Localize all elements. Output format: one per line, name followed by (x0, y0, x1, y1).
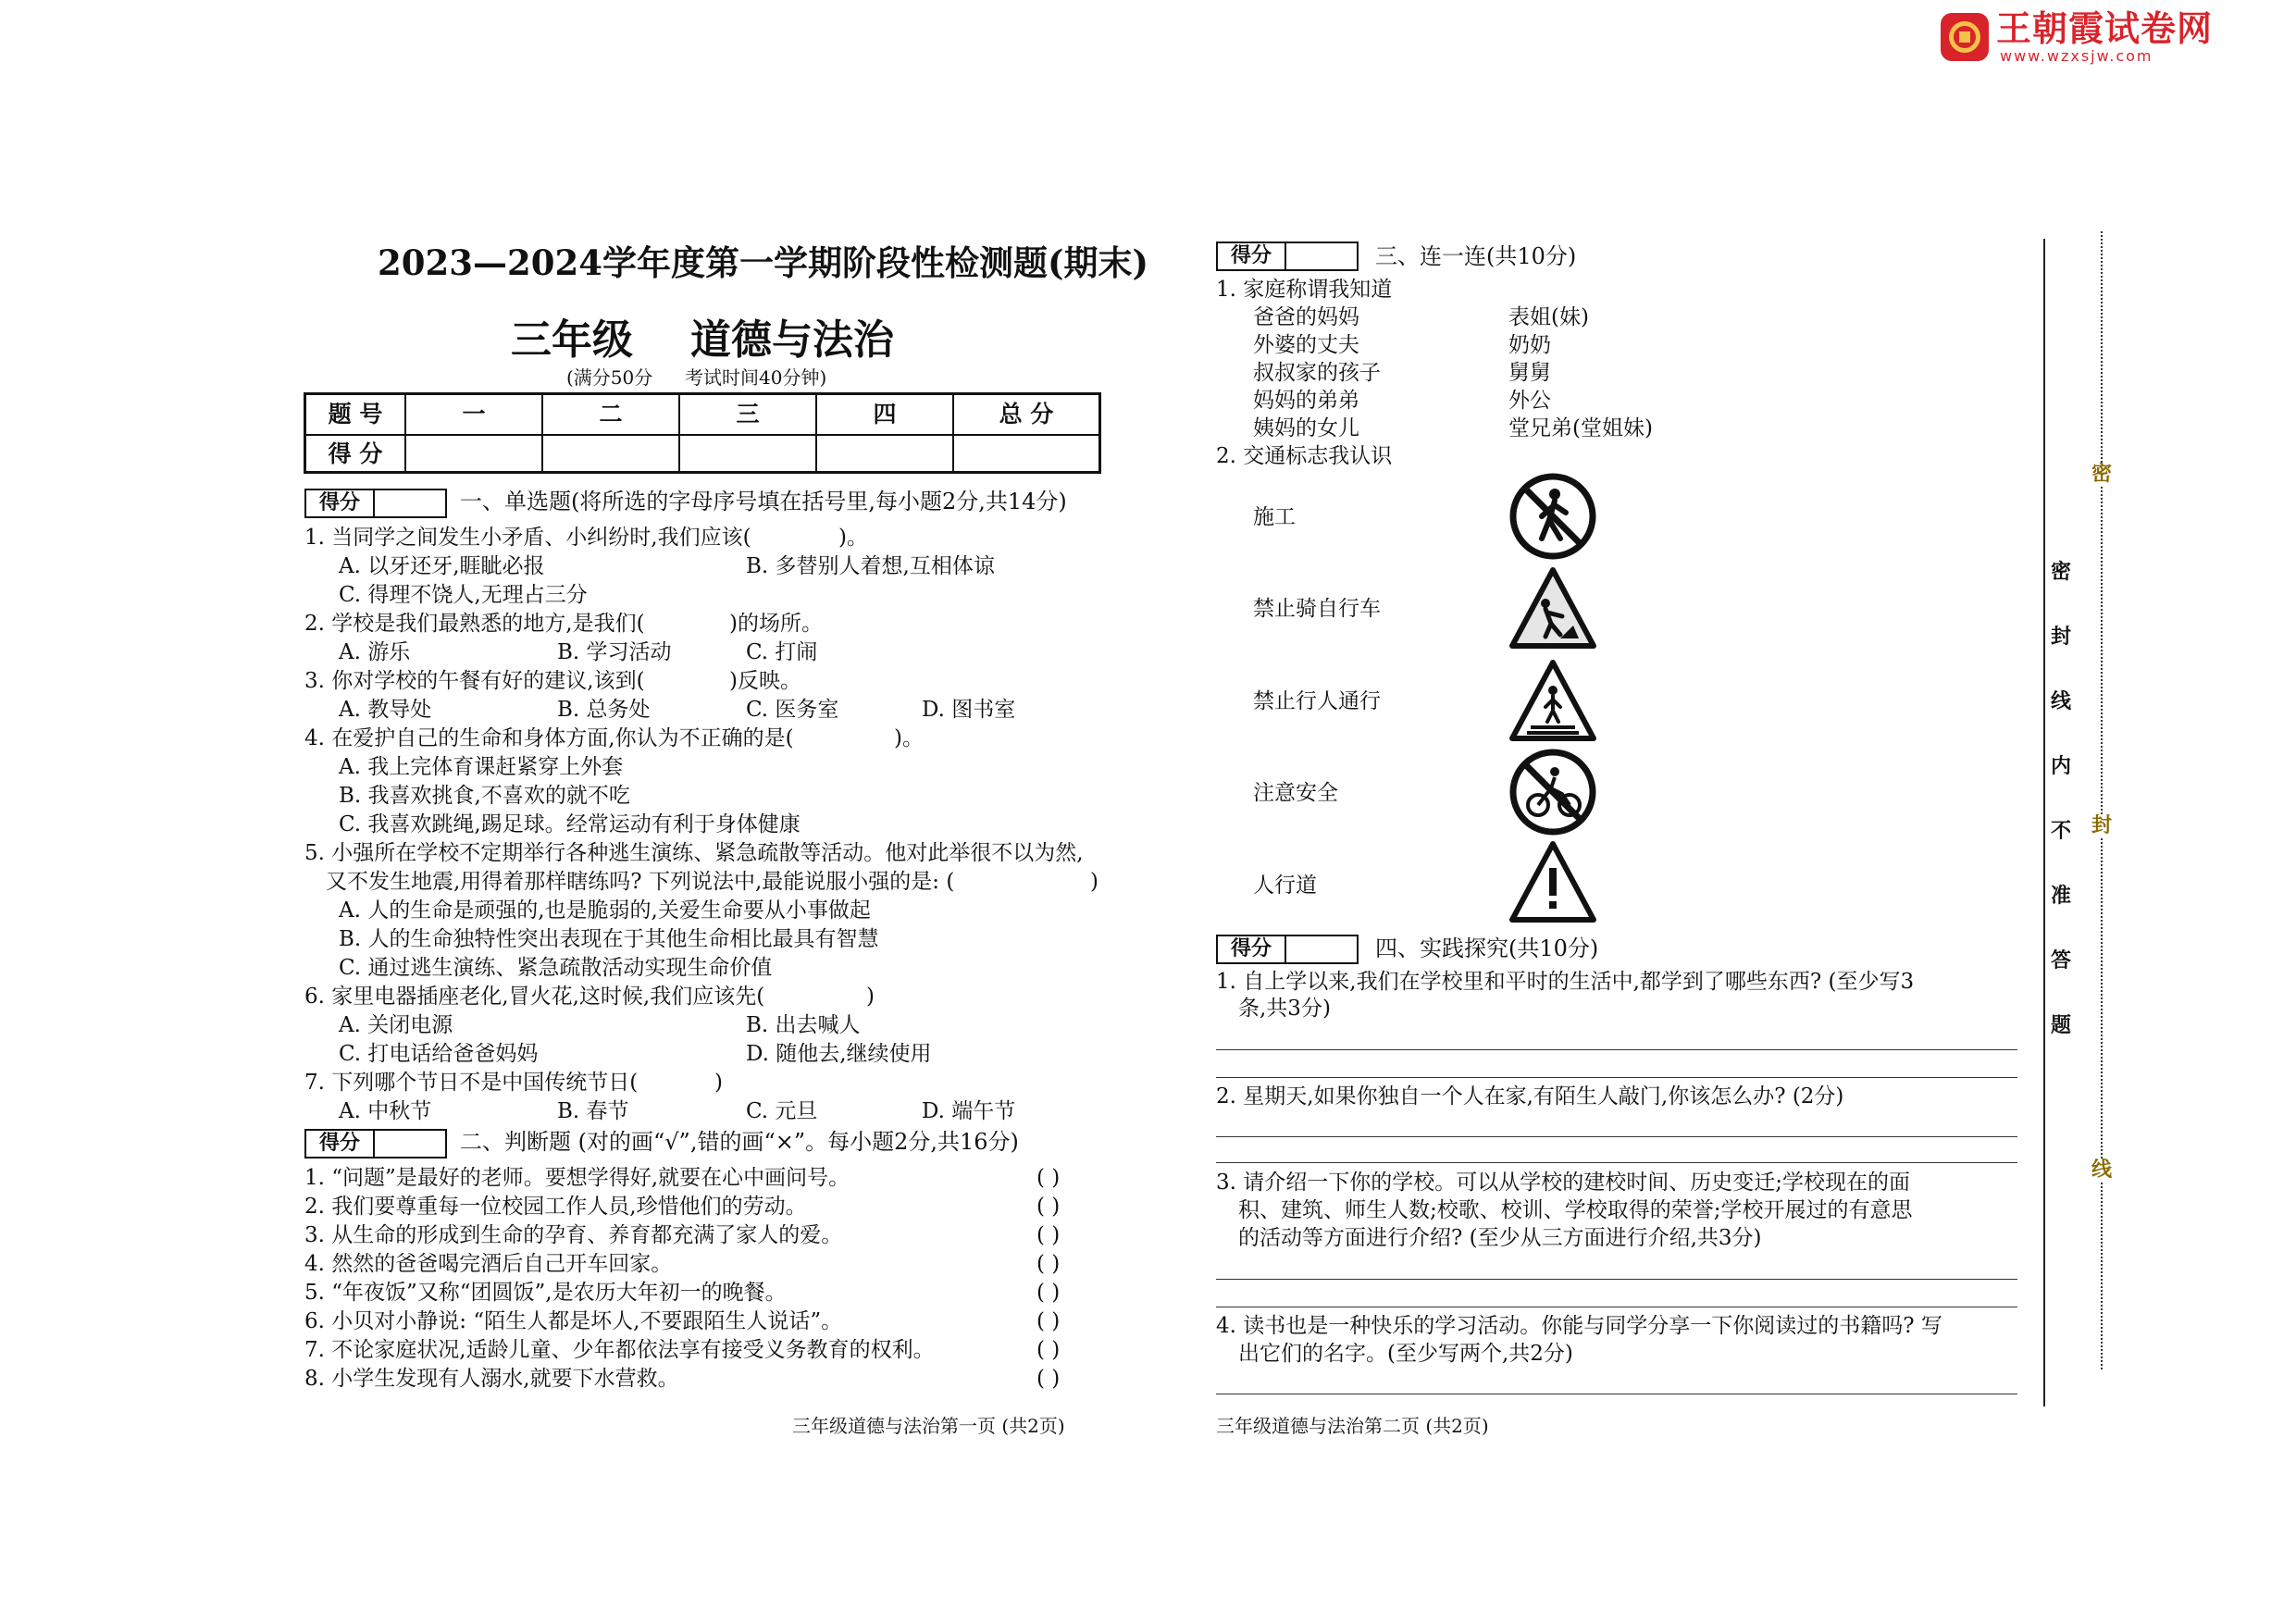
practice-q4-line2: 出它们的名字。(至少写两个,共2分) (1238, 1342, 1573, 1366)
match-q1-stem: 1. 家庭称谓我知道 (1216, 278, 1393, 302)
seal-mark-mid: 封 (2088, 814, 2116, 838)
page2-footer: 三年级道德与法治第二页 (共2页) (1216, 1415, 1489, 1437)
judge-item-6: 6. 小贝对小静说: “陌生人都是坏人,不要跟陌生人说话”。 (304, 1309, 843, 1333)
score-cell-total[interactable] (954, 435, 1098, 473)
score-cell-4[interactable] (817, 435, 952, 473)
sign-label-1[interactable]: 施工 (1253, 505, 1296, 529)
q7-stem-end: ) (714, 1071, 723, 1095)
q6-option-b: B. 出去喊人 (746, 1013, 861, 1037)
site-url[interactable]: www.wzxsjw.com (2000, 47, 2153, 65)
q7-option-a: A. 中秋节 (339, 1099, 432, 1123)
score-row-label: 得 分 (328, 440, 383, 467)
section3-score-box[interactable] (1216, 242, 1359, 271)
full-score-note: (满分50分 (566, 366, 653, 389)
answer-line[interactable] (1216, 1077, 2017, 1078)
q1-stem-end: )。 (838, 526, 868, 550)
answer-paren[interactable]: ( ) (1036, 1166, 1061, 1190)
score-cell-1[interactable] (406, 435, 541, 473)
q2-option-c: C. 打闹 (746, 640, 818, 664)
match-left-5[interactable]: 姨妈的女儿 (1253, 416, 1359, 440)
q5-option-b: B. 人的生命独特性突出表现在于其他生命相比最具有智慧 (339, 927, 879, 951)
table-vline (815, 395, 817, 471)
header-cell-2: 二 (599, 401, 623, 427)
caution-sign-icon[interactable] (1508, 838, 1597, 927)
practice-q4-line1: 4. 读书也是一种快乐的学习活动。你能与同学分享一下你阅读过的书籍吗? 写 (1216, 1314, 1942, 1338)
judge-item-2: 2. 我们要尊重每一位校园工作人员,珍惜他们的劳动。 (304, 1195, 807, 1219)
section4-score-box[interactable] (1216, 935, 1359, 964)
judge-item-3: 3. 从生命的形成到生命的孕育、养育都充满了家人的爱。 (304, 1223, 843, 1247)
table-vline (541, 395, 543, 471)
seal-dotted-line (2101, 231, 2103, 1369)
seal-warning-char: 内 (2050, 755, 2071, 778)
answer-paren[interactable]: ( ) (1036, 1195, 1061, 1219)
match-left-1[interactable]: 爸爸的妈妈 (1253, 305, 1359, 329)
q3-stem: 3. 你对学校的午餐有好的建议,该到( (304, 669, 645, 693)
exam-title: 2023—2024学年度第一学期阶段性检测题(期末) (378, 242, 1148, 283)
table-vline (678, 395, 680, 471)
q3-option-b: B. 总务处 (557, 698, 651, 722)
construction-sign-icon[interactable] (1508, 564, 1597, 653)
practice-q3-line3: 的活动等方面进行介绍? (至少从三方面进行介绍,共3分) (1238, 1226, 1762, 1250)
match-right-4[interactable]: 外公 (1508, 389, 1551, 413)
answer-paren[interactable]: ( ) (1036, 1367, 1061, 1391)
section1-title: 一、单选题(将所选的字母序号填在括号里,每小题2分,共14分) (460, 489, 1067, 514)
score-box-label: 得分 (306, 1131, 375, 1157)
crosswalk-sign-icon[interactable] (1508, 657, 1597, 746)
score-table-header-row (306, 395, 1098, 433)
answer-paren[interactable]: ( ) (1036, 1281, 1061, 1305)
table-vline (404, 395, 406, 471)
score-table (304, 392, 1101, 474)
q3-stem-end: )反映。 (729, 669, 801, 693)
q5-stem-line1: 5. 小强所在学校不定期举行各种逃生演练、紧急疏散等活动。他对此举很不以为然, (304, 841, 1084, 865)
seal-warning-char: 密 (2050, 561, 2071, 584)
header-cell-question: 题 号 (328, 401, 383, 427)
q5-option-a: A. 人的生命是顽强的,也是脆弱的,关爱生命要从小事做起 (339, 898, 871, 923)
q2-option-b: B. 学习活动 (557, 640, 672, 664)
seal-emblem-icon (1939, 11, 1991, 63)
match-right-2[interactable]: 奶奶 (1508, 333, 1551, 357)
q2-option-a: A. 游乐 (339, 640, 411, 664)
answer-paren[interactable]: ( ) (1036, 1252, 1061, 1276)
match-q2-stem: 2. 交通标志我认识 (1216, 444, 1393, 468)
subject-label: 道德与法治 (690, 316, 894, 364)
q1-option-b: B. 多替别人着想,互相体谅 (746, 554, 995, 578)
q7-option-d: D. 端午节 (922, 1099, 1016, 1123)
q3-option-c: C. 医务室 (746, 698, 839, 722)
score-cell-2[interactable] (543, 435, 678, 473)
q4-option-c: C. 我喜欢跳绳,踢足球。经常运动有利于身体健康 (339, 812, 800, 836)
seal-warning-char: 准 (2050, 885, 2071, 908)
sign-label-5[interactable]: 人行道 (1253, 873, 1317, 898)
judge-item-4: 4. 然然的爸爸喝完酒后自己开车回家。 (304, 1252, 673, 1276)
margin-rule (2043, 239, 2045, 1406)
q6-stem-end: ) (866, 985, 875, 1009)
seal-warning-char: 题 (2050, 1014, 2071, 1037)
score-table-score-row (306, 435, 1098, 473)
q1-option-c: C. 得理不饶人,无理占三分 (339, 583, 588, 607)
practice-q3-line1: 3. 请介绍一下你的学校。可以从学校的建校时间、历史变迁;学校现在的面 (1216, 1171, 1911, 1195)
q6-option-a: A. 关闭电源 (339, 1013, 453, 1037)
table-vline (952, 395, 954, 471)
section3-title: 三、连一连(共10分) (1375, 243, 1577, 269)
site-name: 王朝霞试卷网 (1996, 8, 2214, 49)
q4-stem-end: )。 (894, 726, 924, 750)
score-box-label: 得分 (1218, 936, 1286, 962)
page1-footer: 三年级道德与法治第一页 (共2页) (792, 1415, 1065, 1437)
judge-item-5: 5. “年夜饭”又称“团圆饭”,是农历大年初一的晚餐。 (304, 1281, 787, 1305)
q2-stem-end: )的场所。 (729, 612, 823, 636)
match-left-4[interactable]: 妈妈的弟弟 (1253, 389, 1359, 413)
q6-option-d: D. 随他去,继续使用 (746, 1042, 932, 1066)
practice-q1-line2: 条,共3分) (1238, 997, 1331, 1021)
no-pedestrians-sign-icon[interactable] (1508, 472, 1597, 561)
q6-stem: 6. 家里电器插座老化,冒火花,这时候,我们应该先( (304, 985, 765, 1009)
answer-paren[interactable]: ( ) (1036, 1223, 1061, 1247)
seal-warning-char: 线 (2050, 690, 2071, 713)
q1-option-a: A. 以牙还牙,睚眦必报 (339, 554, 545, 578)
site-logo (1939, 7, 2244, 65)
judge-item-7: 7. 不论家庭状况,适龄儿童、少年都依法享有接受义务教育的权利。 (304, 1338, 935, 1362)
practice-q2: 2. 星期天,如果你独自一个人在家,有陌生人敲门,你该怎么办? (2分) (1216, 1084, 1844, 1109)
sign-label-4[interactable]: 注意安全 (1253, 781, 1338, 805)
q7-stem: 7. 下列哪个节日不是中国传统节日( (304, 1071, 639, 1095)
match-left-3[interactable]: 叔叔家的孩子 (1253, 361, 1381, 385)
seal-warning-char: 不 (2050, 820, 2071, 843)
time-note: 考试时间40分钟) (685, 366, 827, 389)
q6-option-c: C. 打电话给爸爸妈妈 (339, 1042, 539, 1066)
q1-stem: 1. 当同学之间发生小矛盾、小纠纷时,我们应该( (304, 526, 751, 550)
no-bicycles-sign-icon[interactable] (1508, 748, 1597, 836)
q4-option-b: B. 我喜欢挑食,不喜欢的就不吃 (339, 784, 630, 808)
match-right-1[interactable]: 表姐(妹) (1508, 305, 1589, 329)
practice-q3-line2: 积、建筑、师生人数;校歌、校训、学校取得的荣誉;学校开展过的有意思 (1238, 1198, 1913, 1222)
answer-line[interactable] (1216, 1162, 2017, 1163)
answer-line[interactable] (1216, 1136, 2017, 1137)
seal-mark-top: 密 (2088, 463, 2116, 487)
seal-warning-char: 封 (2050, 626, 2071, 649)
seal-warning-char: 答 (2050, 949, 2071, 973)
answer-line[interactable] (1216, 1279, 2017, 1280)
score-box-label: 得分 (1218, 243, 1286, 269)
answer-line[interactable] (1216, 1049, 2017, 1050)
q5-stem-end: ) (1090, 870, 1098, 894)
seal-mark-bot: 线 (2088, 1158, 2116, 1183)
q2-stem: 2. 学校是我们最熟悉的地方,是我们( (304, 612, 645, 636)
score-cell-3[interactable] (680, 435, 815, 473)
header-cell-total: 总 分 (999, 401, 1054, 427)
q4-stem: 4. 在爱护自己的生命和身体方面,你认为不正确的是( (304, 726, 794, 750)
score-box-label: 得分 (306, 490, 375, 516)
match-right-3[interactable]: 舅舅 (1508, 361, 1551, 385)
judge-item-8: 8. 小学生发现有人溺水,就要下水营救。 (304, 1367, 679, 1391)
header-cell-4: 四 (873, 401, 897, 427)
q5-stem-line2: 又不发生地震,用得着那样瞎练吗? 下列说法中,最能说服小强的是: ( (326, 870, 955, 894)
grade-label: 三年级 (511, 316, 633, 364)
match-left-2[interactable]: 外婆的丈夫 (1253, 333, 1359, 357)
practice-q1-line1: 1. 自上学以来,我们在学校里和平时的生活中,都学到了哪些东西? (至少写3 (1216, 970, 1915, 994)
header-cell-1: 一 (462, 401, 486, 427)
q3-option-d: D. 图书室 (922, 698, 1016, 722)
section2-score-box[interactable] (304, 1129, 447, 1158)
sign-label-3[interactable]: 禁止行人通行 (1253, 689, 1381, 713)
section2-title: 二、判断题 (对的画“√”,错的画“×”。每小题2分,共16分) (460, 1129, 1019, 1155)
q5-option-c: C. 通过逃生演练、紧急疏散活动实现生命价值 (339, 956, 773, 980)
q7-option-b: B. 春节 (557, 1099, 629, 1123)
section4-title: 四、实践探究(共10分) (1375, 935, 1599, 961)
header-cell-3: 三 (736, 401, 760, 427)
q4-option-a: A. 我上完体育课赶紧穿上外套 (339, 755, 624, 779)
q7-option-c: C. 元旦 (746, 1099, 818, 1123)
match-right-5[interactable]: 堂兄弟(堂姐妹) (1508, 416, 1653, 440)
answer-paren[interactable]: ( ) (1036, 1338, 1061, 1362)
q3-option-a: A. 教导处 (339, 698, 432, 722)
sign-label-2[interactable]: 禁止骑自行车 (1253, 597, 1381, 621)
judge-item-1: 1. “问题”是最好的老师。要想学得好,就要在心中画问号。 (304, 1166, 850, 1190)
answer-paren[interactable]: ( ) (1036, 1309, 1061, 1333)
section1-score-box[interactable] (304, 489, 447, 518)
